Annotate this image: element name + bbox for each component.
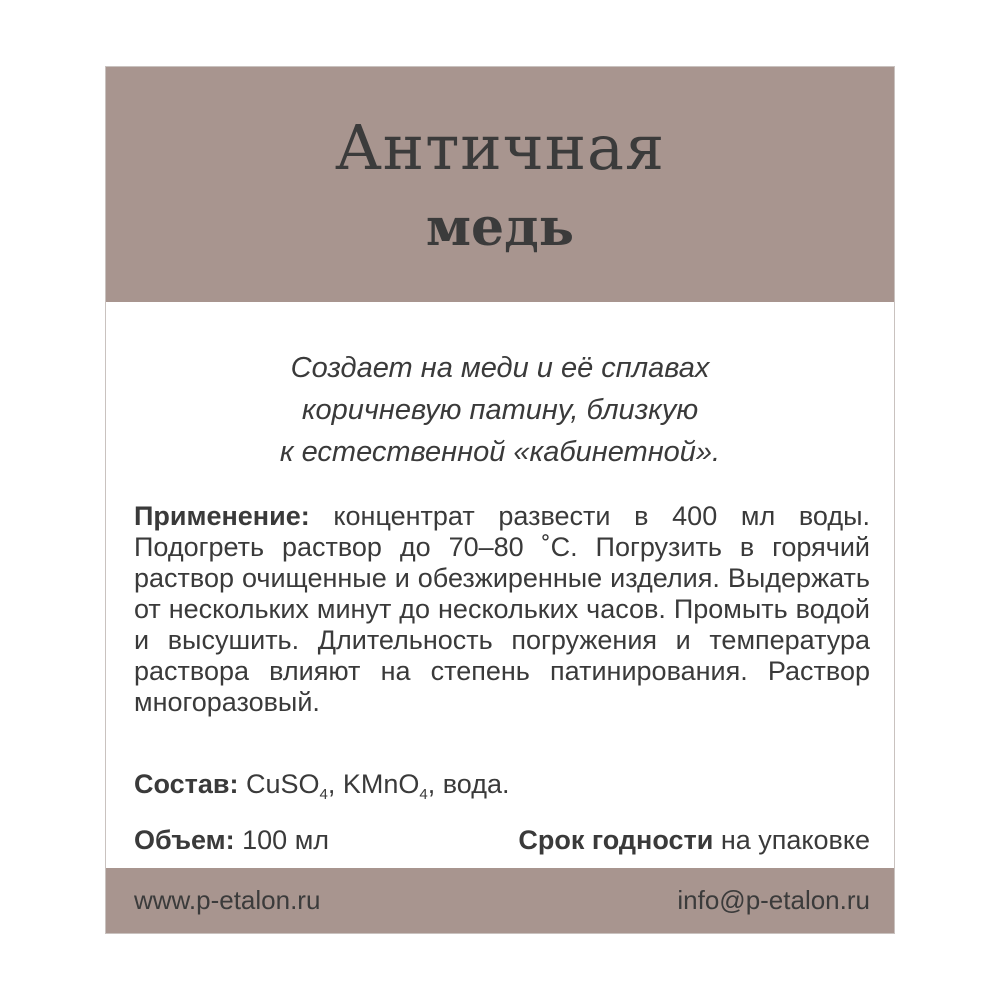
label-header (106, 67, 894, 302)
tagline-line: коричневую патину, близкую (301, 394, 699, 426)
product-label (105, 66, 895, 934)
website-link[interactable]: www.p-etalon.ru (134, 885, 321, 915)
product-tagline (106, 347, 894, 473)
subscript: 4 (419, 786, 428, 803)
tagline-line: к естественной «кабинетной». (279, 436, 721, 468)
subscript: 4 (319, 786, 328, 803)
composition-text: , KMnO (327, 769, 420, 799)
composition-text: , вода. (427, 769, 510, 799)
usage-instructions (134, 501, 870, 718)
composition-text: CuSO (238, 769, 320, 799)
shelf-life (518, 823, 870, 857)
shelf-life-value: на упаковке (713, 825, 870, 855)
product-title-line1: Античная (334, 111, 666, 184)
volume-value: 100 мл (234, 825, 330, 855)
shelf-life-label: Срок годности (518, 825, 714, 855)
volume (134, 823, 329, 857)
usage-text: концентрат развести в 400 мл воды. Подогреть раствор до 70–80 ˚С. Погрузить в горячий раствор очищенные и обезжиренные изделия. Выдержать от нескольких минут до нескольких часов. Промыть водой и высушить. Длительность погружения и температура раствора влияют на степень патинирования. Раствор многоразовый. (134, 501, 870, 717)
label-footer (106, 868, 894, 933)
tagline-line: Создает на меди и её сплавах (290, 352, 710, 384)
composition (134, 767, 509, 812)
product-title-line2: медь (425, 197, 575, 258)
volume-label: Объем: (134, 825, 235, 855)
usage-label: Применение: (134, 501, 310, 531)
composition-label: Состав: (134, 769, 239, 799)
email-link[interactable]: info@p-etalon.ru (677, 885, 870, 915)
